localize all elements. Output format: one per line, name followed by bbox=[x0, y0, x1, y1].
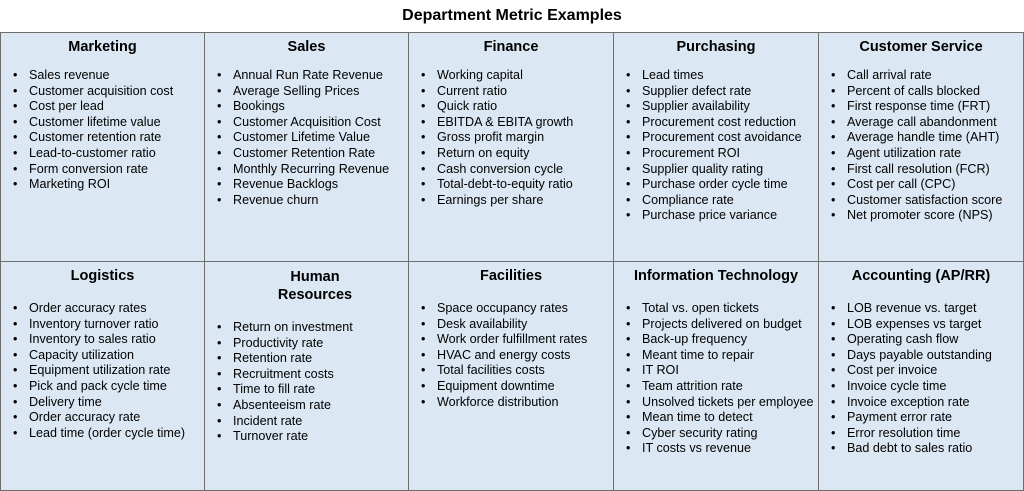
department-card-accounting-ap-rr bbox=[819, 262, 1024, 491]
metric-item: • Inventory to sales ratio bbox=[13, 332, 200, 348]
metric-item: • First response time (FRT) bbox=[831, 99, 1019, 115]
metric-item: • Work order fulfillment rates bbox=[421, 332, 609, 348]
department-grid bbox=[0, 32, 1024, 491]
metric-item: • Space occupancy rates bbox=[421, 301, 609, 317]
metric-item: • Inventory turnover ratio bbox=[13, 317, 200, 333]
metric-item: • Procurement ROI bbox=[626, 146, 814, 162]
metric-item: • Bad debt to sales ratio bbox=[831, 441, 1019, 457]
metric-item: • Cost per lead bbox=[13, 99, 200, 115]
metric-item: • Customer Acquisition Cost bbox=[217, 115, 404, 131]
metric-item: • Total-debt-to-equity ratio bbox=[421, 177, 609, 193]
metric-list bbox=[819, 301, 1023, 457]
department-card-customer-service bbox=[819, 32, 1024, 262]
metric-item: • Mean time to detect bbox=[626, 410, 814, 426]
metric-item: • Earnings per share bbox=[421, 193, 609, 209]
metric-item: • Customer Retention Rate bbox=[217, 146, 404, 162]
metric-item: • Cost per invoice bbox=[831, 363, 1019, 379]
metric-item: • Working capital bbox=[421, 68, 609, 84]
metric-item: • Equipment downtime bbox=[421, 379, 609, 395]
metric-item: • Order accuracy rates bbox=[13, 301, 200, 317]
department-card-purchasing bbox=[614, 32, 819, 262]
metric-item: • Customer Lifetime Value bbox=[217, 130, 404, 146]
metric-item: • Percent of calls blocked bbox=[831, 84, 1019, 100]
metric-item: • LOB expenses vs target bbox=[831, 317, 1019, 333]
metric-item: • Lead times bbox=[626, 68, 814, 84]
metric-item: • Annual Run Rate Revenue bbox=[217, 68, 404, 84]
metric-item: • Back-up frequency bbox=[626, 332, 814, 348]
department-title: Human Resources bbox=[277, 269, 353, 303]
department-card-information-technology bbox=[614, 262, 819, 491]
metric-item: • Quick ratio bbox=[421, 99, 609, 115]
department-title: Purchasing bbox=[676, 39, 756, 55]
department-card-logistics bbox=[0, 262, 205, 491]
metric-item: • Purchase order cycle time bbox=[626, 177, 814, 193]
metric-item: • Marketing ROI bbox=[13, 177, 200, 193]
metric-item: • Error resolution time bbox=[831, 426, 1019, 442]
metric-list bbox=[1, 301, 204, 441]
metric-item: • Net promoter score (NPS) bbox=[831, 208, 1019, 224]
department-card-marketing bbox=[0, 32, 205, 262]
department-title: Logistics bbox=[70, 268, 135, 284]
metric-item: • Workforce distribution bbox=[421, 395, 609, 411]
metric-item: • Retention rate bbox=[217, 351, 404, 367]
page-title: Department Metric Examples bbox=[402, 7, 622, 24]
metric-item: • Delivery time bbox=[13, 395, 200, 411]
metric-list bbox=[614, 68, 818, 224]
metric-item: • Gross profit margin bbox=[421, 130, 609, 146]
metric-item: • Operating cash flow bbox=[831, 332, 1019, 348]
metric-item: • Agent utilization rate bbox=[831, 146, 1019, 162]
metric-list bbox=[819, 68, 1023, 224]
metric-item: • Call arrival rate bbox=[831, 68, 1019, 84]
metric-item: • Monthly Recurring Revenue bbox=[217, 162, 404, 178]
metric-item: • Supplier quality rating bbox=[626, 162, 814, 178]
metric-item: • Procurement cost reduction bbox=[626, 115, 814, 131]
metric-item: • Time to fill rate bbox=[217, 382, 404, 398]
metric-item: • Cash conversion cycle bbox=[421, 162, 609, 178]
department-title: Finance bbox=[483, 39, 539, 55]
metric-list bbox=[614, 301, 818, 457]
department-title: Information Technology bbox=[633, 268, 799, 284]
metric-item: • Bookings bbox=[217, 99, 404, 115]
metric-item: • Absenteeism rate bbox=[217, 398, 404, 414]
metric-item: • Pick and pack cycle time bbox=[13, 379, 200, 395]
metric-item: • Order accuracy rate bbox=[13, 410, 200, 426]
metric-item: • Current ratio bbox=[421, 84, 609, 100]
department-title: Facilities bbox=[479, 268, 543, 284]
metric-item: • Revenue Backlogs bbox=[217, 177, 404, 193]
metric-item: • Invoice exception rate bbox=[831, 395, 1019, 411]
metric-item: • Revenue churn bbox=[217, 193, 404, 209]
metric-item: • Total vs. open tickets bbox=[626, 301, 814, 317]
department-title: Marketing bbox=[68, 39, 137, 55]
metric-item: • Customer satisfaction score bbox=[831, 193, 1019, 209]
metric-item: • Lead-to-customer ratio bbox=[13, 146, 200, 162]
metric-list bbox=[205, 68, 408, 208]
metric-list bbox=[409, 68, 613, 208]
metric-item: • Days payable outstanding bbox=[831, 348, 1019, 364]
metric-item: • Form conversion rate bbox=[13, 162, 200, 178]
metric-item: • Capacity utilization bbox=[13, 348, 200, 364]
metric-item: • Cost per call (CPC) bbox=[831, 177, 1019, 193]
metric-item: • Return on equity bbox=[421, 146, 609, 162]
metric-item: • Sales revenue bbox=[13, 68, 200, 84]
metric-item: • First call resolution (FCR) bbox=[831, 162, 1019, 178]
metric-item: • Meant time to repair bbox=[626, 348, 814, 364]
department-title: Accounting (AP/RR) bbox=[851, 268, 991, 284]
metric-item: • Customer retention rate bbox=[13, 130, 200, 146]
metric-item: • Return on investment bbox=[217, 320, 404, 336]
department-card-finance bbox=[409, 32, 614, 262]
metric-item: • Incident rate bbox=[217, 414, 404, 430]
metric-item: • Customer acquisition cost bbox=[13, 84, 200, 100]
department-card-facilities bbox=[409, 262, 614, 491]
metric-item: • Invoice cycle time bbox=[831, 379, 1019, 395]
metric-item: • Recruitment costs bbox=[217, 367, 404, 383]
metric-item: • Productivity rate bbox=[217, 336, 404, 352]
metric-item: • Average handle time (AHT) bbox=[831, 130, 1019, 146]
metric-item: • Equipment utilization rate bbox=[13, 363, 200, 379]
metric-item: • Cyber security rating bbox=[626, 426, 814, 442]
metric-item: • Projects delivered on budget bbox=[626, 317, 814, 333]
metric-item: • Team attrition rate bbox=[626, 379, 814, 395]
metric-list bbox=[205, 320, 408, 445]
metric-item: • Compliance rate bbox=[626, 193, 814, 209]
metric-item: • Supplier defect rate bbox=[626, 84, 814, 100]
metric-item: • Supplier availability bbox=[626, 99, 814, 115]
metric-item: • IT costs vs revenue bbox=[626, 441, 814, 457]
metric-item: • Total facilities costs bbox=[421, 363, 609, 379]
department-title: Customer Service bbox=[859, 39, 983, 55]
metric-item: • Average call abandonment bbox=[831, 115, 1019, 131]
department-card-sales bbox=[205, 32, 409, 262]
metric-item: • Desk availability bbox=[421, 317, 609, 333]
metric-list bbox=[409, 301, 613, 410]
metric-item: • Average Selling Prices bbox=[217, 84, 404, 100]
metric-item: • IT ROI bbox=[626, 363, 814, 379]
metric-list bbox=[1, 68, 204, 193]
metric-item: • Lead time (order cycle time) bbox=[13, 426, 200, 442]
metric-item: • EBITDA & EBITA growth bbox=[421, 115, 609, 131]
metric-item: • Turnover rate bbox=[217, 429, 404, 445]
metric-item: • Unsolved tickets per employee bbox=[626, 395, 814, 411]
metric-item: • Payment error rate bbox=[831, 410, 1019, 426]
department-card-human-resources bbox=[205, 262, 409, 491]
department-title: Sales bbox=[287, 39, 326, 55]
metric-item: • Procurement cost avoidance bbox=[626, 130, 814, 146]
metric-item: • Customer lifetime value bbox=[13, 115, 200, 131]
metric-item: • HVAC and energy costs bbox=[421, 348, 609, 364]
metric-item: • LOB revenue vs. target bbox=[831, 301, 1019, 317]
metric-item: • Purchase price variance bbox=[626, 208, 814, 224]
